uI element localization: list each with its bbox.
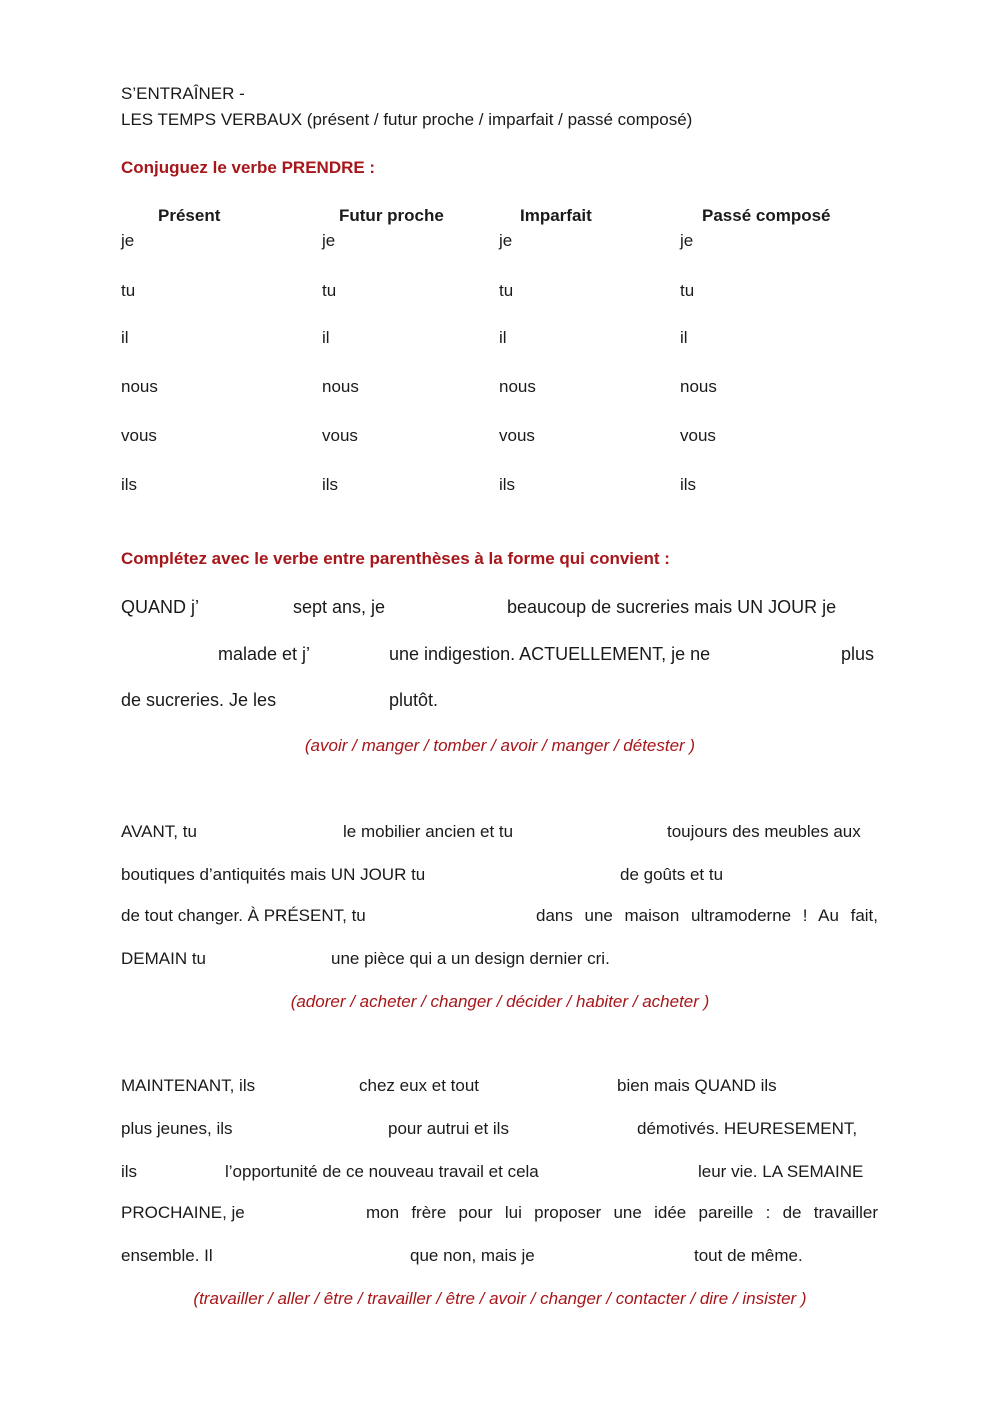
exercise-text: ensemble. Il [121, 1246, 213, 1265]
pronoun: vous [499, 426, 535, 445]
pronoun: je [680, 231, 694, 250]
exercise-text: AVANT, tu [121, 822, 197, 841]
pronoun: tu [499, 281, 514, 300]
pronoun: nous [680, 377, 717, 396]
worksheet-subtitle: S’ENTRAÎNER - [121, 84, 245, 103]
exercise-text: PROCHAINE, je [121, 1203, 245, 1222]
pronoun: il [499, 328, 507, 347]
pronoun: nous [499, 377, 536, 396]
pronoun: tu [680, 281, 695, 300]
column-header-imparfait: Imparfait [520, 206, 592, 225]
section2-title: Complétez avec le verbe entre parenthèses à la forme qui convient : [121, 549, 670, 568]
exercise-text: une pièce qui a un design dernier cri. [331, 949, 610, 968]
exercise-text: dans une maison ultramoderne ! Au fait, [536, 906, 878, 925]
pronoun: tu [121, 281, 136, 300]
exercise-text: le mobilier ancien et tu [343, 822, 514, 841]
exercise-text: malade et j’ [218, 644, 311, 664]
exercise-text: DEMAIN tu [121, 949, 207, 968]
section1-title: Conjuguez le verbe PRENDRE : [121, 158, 376, 177]
pronoun: tu [322, 281, 337, 300]
column-header-present: Présent [158, 206, 221, 225]
exercise-text: tout de même. [694, 1246, 803, 1265]
exercise-text: de tout changer. À PRÉSENT, tu [121, 906, 366, 925]
exercise-text: leur vie. LA SEMAINE [698, 1162, 864, 1181]
exercise-text: l’opportunité de ce nouveau travail et cela [225, 1162, 539, 1181]
pronoun: vous [322, 426, 358, 445]
pronoun: vous [680, 426, 716, 445]
exercise-text: de sucreries. Je les [121, 690, 277, 710]
exercise-text: plus jeunes, ils [121, 1119, 233, 1138]
pronoun: nous [322, 377, 359, 396]
exercise-text: de goûts et tu [620, 865, 724, 884]
exercise-text: QUAND j’ [121, 597, 200, 617]
exercise-text: que non, mais je [410, 1246, 535, 1265]
pronoun: ils [680, 475, 697, 494]
pronoun: il [322, 328, 330, 347]
pronoun: nous [121, 377, 158, 396]
pronoun: ils [322, 475, 339, 494]
exercise-text: pour autrui et ils [388, 1119, 509, 1138]
exercise-text: une indigestion. ACTUELLEMENT, je ne [389, 644, 711, 664]
verb-hint: (avoir / manger / tomber / avoir / manger / détester ) [304, 736, 696, 755]
exercise-text: chez eux et tout [359, 1076, 480, 1095]
pronoun: il [680, 328, 688, 347]
exercise-text: sept ans, je [293, 597, 386, 617]
exercise-text: plus [841, 644, 875, 664]
pronoun: je [499, 231, 513, 250]
pronoun: il [121, 328, 129, 347]
exercise-text: MAINTENANT, ils [121, 1076, 256, 1095]
exercise-text: mon frère pour lui proposer une idée pareille : de travailler [366, 1203, 878, 1222]
exercise-text: toujours des meubles aux [667, 822, 861, 841]
column-header-futur-proche: Futur proche [339, 206, 444, 225]
exercise-text: bien mais QUAND ils [617, 1076, 777, 1095]
verb-hint: (travailler / aller / être / travailler / être / avoir / changer / contacter / dire / insister ) [193, 1289, 807, 1308]
exercise-text: ils [121, 1162, 138, 1181]
pronoun: vous [121, 426, 157, 445]
column-header-passe-compose: Passé composé [702, 206, 831, 225]
pronoun: je [322, 231, 336, 250]
exercise-text: beaucoup de sucreries mais UN JOUR je [507, 597, 837, 617]
exercise-text: boutiques d’antiquités mais UN JOUR tu [121, 865, 426, 884]
pronoun: je [121, 231, 135, 250]
pronoun: ils [499, 475, 516, 494]
pronoun: ils [121, 475, 138, 494]
verb-hint: (adorer / acheter / changer / décider / habiter / acheter ) [290, 992, 710, 1011]
exercise-text: démotivés. HEURESEMENT, [637, 1119, 858, 1138]
exercise-text: plutôt. [389, 690, 439, 710]
worksheet-title: LES TEMPS VERBAUX (présent / futur proche / imparfait / passé composé) [121, 110, 693, 129]
